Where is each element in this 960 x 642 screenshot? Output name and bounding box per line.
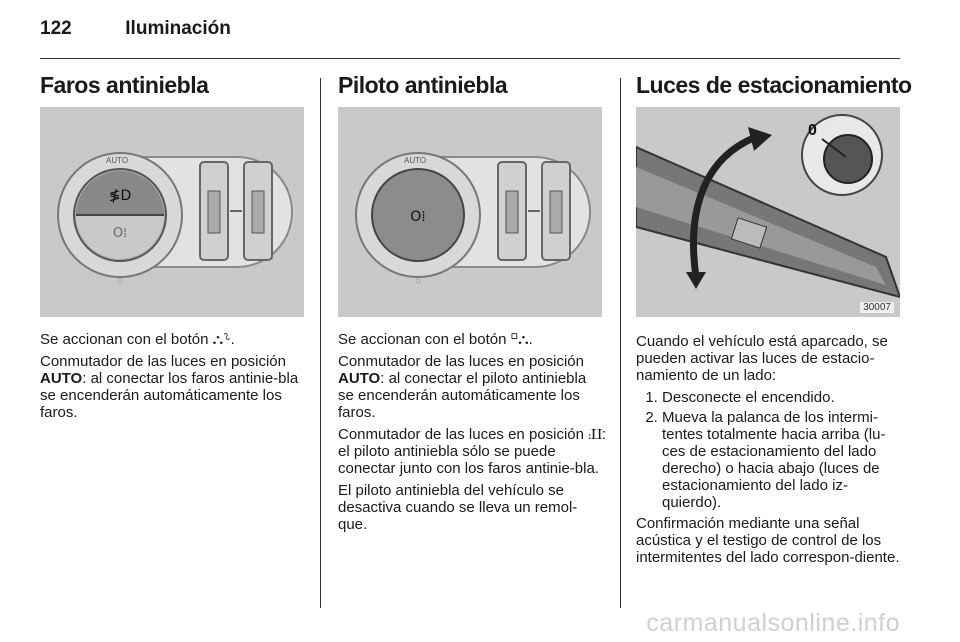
paragraph: Se accionan con el botón ⛬⸊. [40, 331, 235, 348]
svg-text:O⁞: O⁞ [112, 226, 128, 241]
section-title: Piloto antiniebla [338, 72, 508, 98]
turn-signal-lever-figure [636, 107, 900, 317]
figure-number: 30007 [860, 302, 894, 313]
svg-text:☼: ☼ [413, 275, 423, 286]
section-parking-lights [636, 72, 912, 571]
page-header [40, 18, 231, 40]
dial-label: 0 [808, 122, 817, 139]
light-switch-figure [338, 107, 602, 317]
svg-text:≸D: ≸D [108, 188, 132, 204]
paragraph: Conmutador de las luces en posición ⨾⨿: el piloto antiniebla sólo se puede conectar junto con los faros antinie-bla. [338, 426, 607, 477]
svg-text:☼: ☼ [115, 275, 125, 286]
light-switch-figure [40, 107, 304, 317]
auto-label: AUTO [404, 156, 427, 165]
chapter-title: Iluminación [125, 18, 231, 39]
header-rule [40, 58, 900, 59]
paragraph: Conmutador de las luces en posición AUTO: al conectar los faros antinie-bla se encenderán automáticamente los faros. [40, 353, 299, 421]
watermark: carmanualsonline.info [646, 609, 900, 637]
steps-list [636, 389, 904, 511]
column-divider [620, 78, 621, 608]
page-number: 122 [40, 18, 72, 39]
column-divider [320, 78, 321, 608]
paragraph: El piloto antiniebla del vehículo se desactiva cuando se lleva un remol-que. [338, 482, 578, 533]
paragraph: Se accionan con el botón ⸋⛬. [338, 331, 533, 348]
paragraph: Cuando el vehículo está aparcado, se pueden activar las luces de estacio-namiento de un lado: [636, 333, 888, 384]
svg-text:O⁞: O⁞ [410, 209, 426, 225]
section-title: Luces de estacionamiento [636, 72, 912, 98]
list-item: 2. Mueva la palanca de los intermi-tentes totalmente hacia arriba (lu-ces de estacionamiento del lado derecho) o hacia abajo (luces de estacionamiento del lado iz-quierdo). [662, 409, 904, 511]
section-fog-lights [40, 72, 308, 426]
list-item: 1. Desconecte el encendido. [662, 389, 904, 406]
section-rear-fog-light [338, 72, 606, 538]
auto-label: AUTO [106, 156, 129, 165]
paragraph: Conmutador de las luces en posición AUTO: al conectar el piloto antiniebla se encenderán automáticamente los faros. [338, 353, 587, 421]
paragraph: Confirmación mediante una señal acústica y el testigo de control de los intermitentes del lado correspon-diente. [636, 515, 900, 566]
section-title: Faros antiniebla [40, 72, 209, 98]
